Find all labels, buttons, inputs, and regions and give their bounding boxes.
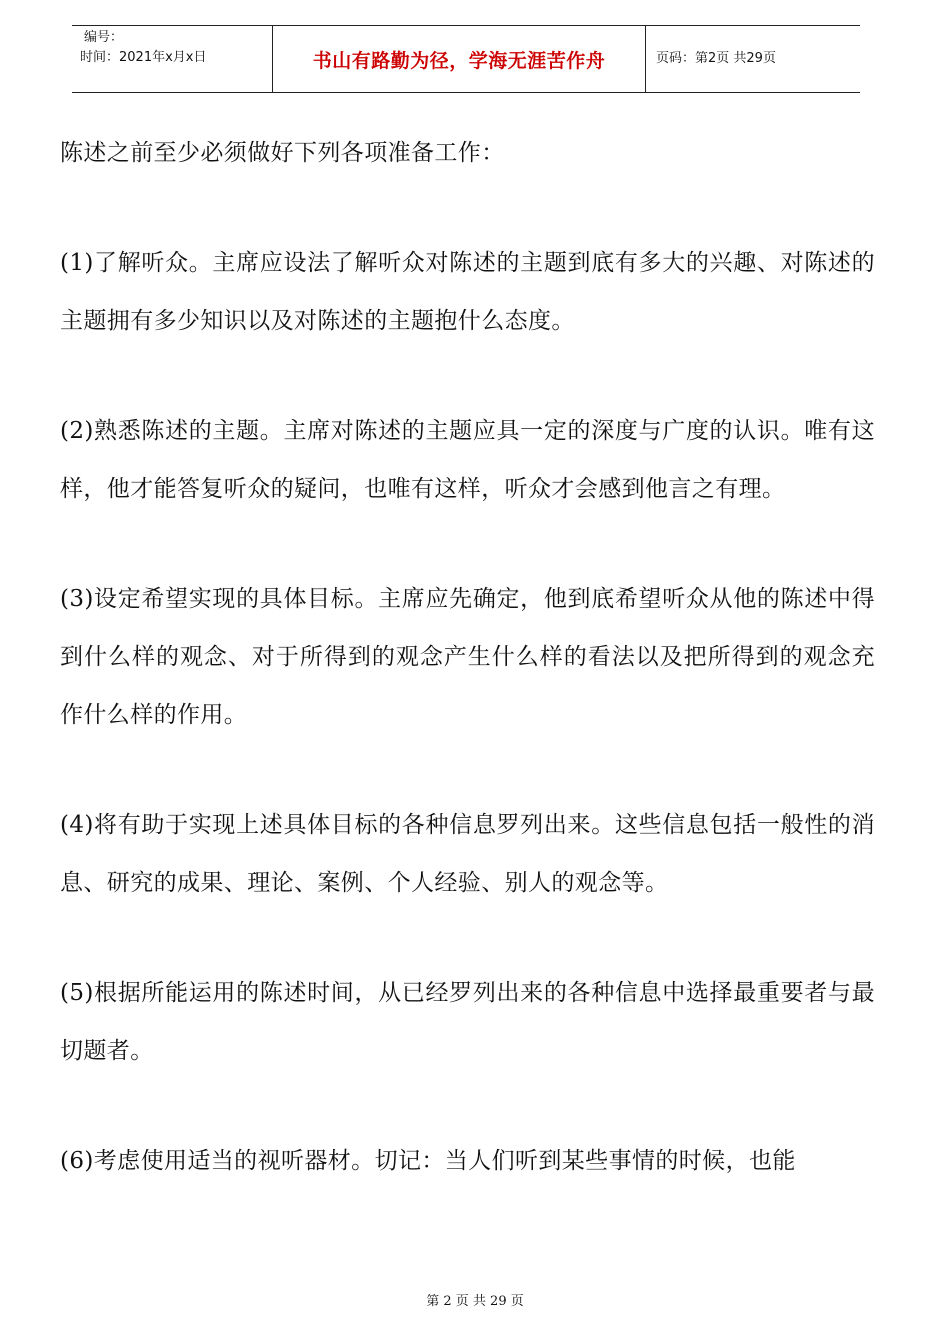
intro-paragraph: 陈述之前至少必须做好下列各项准备工作： xyxy=(60,140,505,166)
page-header xyxy=(72,25,860,93)
paragraph-1: (1)了解听众。主席应设法了解听众对陈述的主题到底有多大的兴趣、对陈述的主题拥有多少知识以及对陈述的主题抱什么态度。 xyxy=(60,250,875,334)
header-page-cell xyxy=(646,26,860,92)
paragraph-3: (3)设定希望实现的具体目标。主席应先确定，他到底希望听众从他的陈述中得到什么样的观念、对于所得到的观念产生什么样的看法以及把所得到的观念充作什么样的作用。 xyxy=(60,586,875,728)
paragraph-4: (4)将有助于实现上述具体目标的各种信息罗列出来。这些信息包括一般性的消息、研究的成果、理论、案例、个人经验、别人的观念等。 xyxy=(60,812,875,896)
paragraph-2: (2)熟悉陈述的主题。主席对陈述的主题应具一定的深度与广度的认识。唯有这样，他才能答复听众的疑问，也唯有这样，听众才会感到他言之有理。 xyxy=(60,418,875,502)
paragraph-6: (6)考虑使用适当的视听器材。切记：当人们听到某些事情的时候，也能 xyxy=(60,1148,796,1174)
serial-label: 编号： xyxy=(84,30,124,45)
paragraph-5: (5)根据所能运用的陈述时间，从已经罗列出来的各种信息中选择最重要者与最切题者。 xyxy=(60,980,875,1064)
header-meta-cell xyxy=(72,26,272,92)
header-page-info: 页码：第2页 共29页 xyxy=(656,51,776,66)
page-footer: 第 2 页 共 29 页 xyxy=(426,1294,524,1309)
time-label: 时间：2021年x月x日 xyxy=(80,50,207,65)
header-motto: 书山有路勤为径，学海无涯苦作舟 xyxy=(312,49,606,72)
document-body xyxy=(60,124,875,1242)
header-motto-cell xyxy=(272,26,646,92)
